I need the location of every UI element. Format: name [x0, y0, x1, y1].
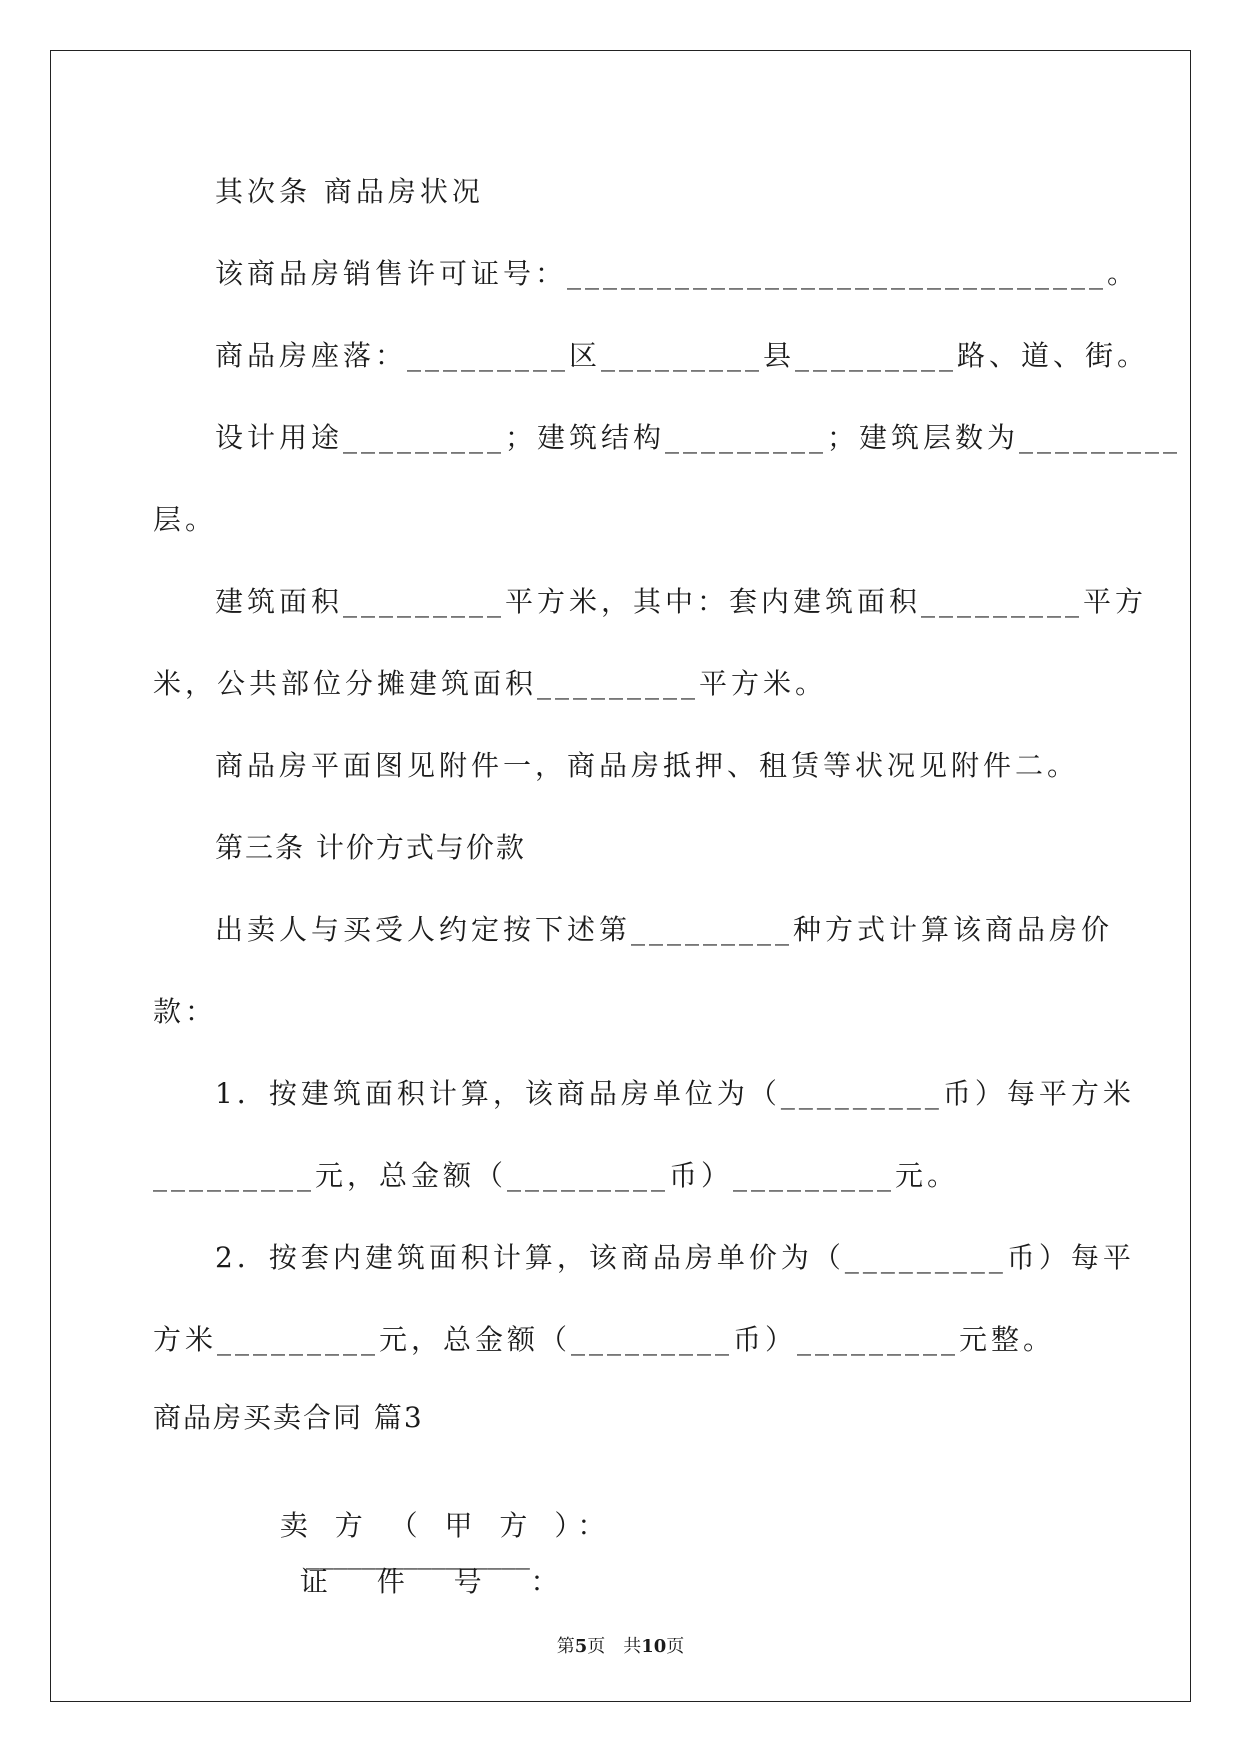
current-page-number: 5 — [574, 1636, 588, 1657]
attachment-line: 商品房平面图见附件一，商品房抵押、租赁等状况见附件二。 — [215, 749, 1080, 782]
article-2-heading: 其次条 商品房状况 — [215, 175, 484, 208]
article-3-heading: 第三条 计价方式与价款 — [215, 831, 526, 864]
page-footer: 第5页 共10页 — [556, 1636, 685, 1657]
floor-area-line: 建筑面积_________平方米，其中：套内建筑面积_________平方 — [215, 585, 1148, 618]
page-border — [50, 50, 1191, 1702]
id-number-label: 证 件 号 ： — [299, 1565, 579, 1598]
contract-section-title: 商品房买卖合同 篇3 — [153, 1401, 424, 1434]
method-2-line: 2．按套内建筑面积计算，该商品房单价为（_________币）每平 — [215, 1241, 1135, 1274]
total-page-number: 10 — [641, 1636, 667, 1657]
pricing-method-line-cont: 款： — [153, 995, 218, 1028]
seller-label: 卖 方 （ 甲 方 ）： — [279, 1509, 615, 1542]
pricing-method-line: 出卖人与买受人约定按下述第_________种方式计算该商品房价 — [215, 913, 1114, 946]
floor-area-line-cont: 米，公共部位分摊建筑面积_________平方米。 — [153, 667, 828, 700]
method-2-line-cont: 方米_________元，总金额（_________币）_________元整。 — [153, 1323, 1056, 1356]
method-1-line: 1．按建筑面积计算，该商品房单位为（_________币）每平方米 — [215, 1077, 1135, 1110]
location-line: 商品房座落：_________区_________县_________路、道、街。 — [215, 339, 1150, 372]
seller-blank: ________________ — [305, 1537, 530, 1570]
design-usage-line-cont: 层。 — [153, 503, 218, 536]
sales-license-line: 该商品房销售许可证号：______________________________。 — [215, 257, 1140, 290]
design-usage-line: 设计用途_________；建筑结构_________；建筑层数为_________ — [215, 421, 1182, 454]
seller-line — [262, 1484, 614, 1596]
method-1-line-cont: _________元，总金额（_________币）_________元。 — [153, 1159, 960, 1192]
